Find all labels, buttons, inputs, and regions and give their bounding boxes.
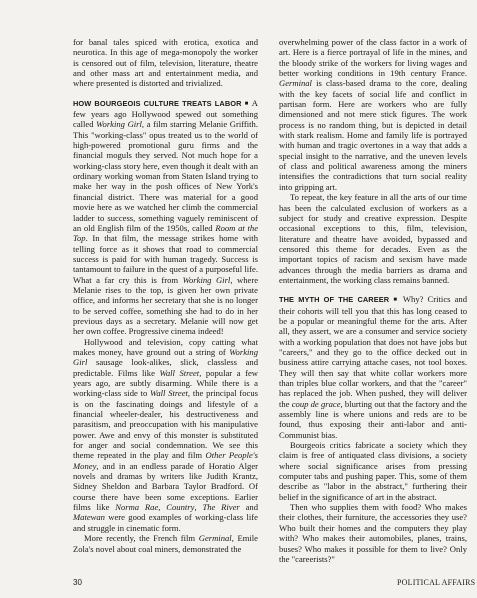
paragraph: More recently, the French film Germinal, Emile Zola's novel about coal miners, demonstrated the [73, 533, 258, 554]
paragraph: HOW BOURGEOIS CULTURE TREATS LABOR ■ A few years ago Hollywood spewed out something called Working Girl, a film starring Melanie Griffith. This "working-class" opus treated us to the world of high-powered promotional guru firms and the financial moguls they served. Not much hope for a working-class story here, even though it dealt with an ordinary working woman from Staten Island trying to make her way in the posh offices of New York's financial district. There was material for a good movie here as we watched her climb the commercial ladder to success, something vaguely reminiscent of an old English film of the 1950s, called Room at the Top. In that film, the message strikes home with telling force as it shows that road to commercial success is paid for with human tragedy. Success is tantamount to failure in the quest of a purposeful life. What a far cry this is from Working Girl, where Melanie rises to the top, is given her own private office, and informs her secretary that she is no longer to be served coffee, something she had to do in her previous days as a secretary. Melanie will now get her own coffee. Progressive cinema indeed! [73, 97, 259, 337]
film-title: The River [202, 502, 240, 513]
film-title: Other People's Money [73, 450, 258, 471]
square-bullet-icon: ■ [244, 100, 250, 107]
publication-name: POLITICAL AFFAIRS [397, 578, 476, 587]
film-title: Matewan [73, 512, 105, 523]
paragraph: for banal tales spiced with erotica, exotica and neurotica. In this age of mega-monopoly the worker is censored out of film, television, literature, theatre and other mass art and entertainment media, and where presented is distorted and trivialized. [73, 37, 258, 89]
page-number: 30 [73, 578, 82, 587]
square-bullet-icon: ■ [393, 297, 399, 304]
film-title: Country [166, 502, 195, 513]
right-column [279, 37, 467, 564]
foreign-phrase: coup de grace [291, 398, 341, 409]
film-title: Working Girl [182, 274, 231, 285]
paragraph: THE MYTH OF THE CAREER ■ Why? Critics and their cohorts will tell you that this has long ceased to be a popular or meaningful theme for the arts. After all, they assert, we are a consumer and service society with a working population that does not have jobs but "careers," and they go to the office decked out in business attire carrying attache cases, not tool boxes. They will then say that white collar workers more than triples blue collar workers, and that the "career" has replaced the job. When pushed, they will deliver the coup de grace, blurting out that the factory and the assembly line is where unions and reds are to be found, thus exposing their anti-labor and anti-Communist bias. [279, 294, 467, 440]
film-title: Norma Rae [115, 502, 159, 513]
film-title: Room at the Top [73, 222, 259, 244]
film-title: Working Girl [73, 346, 258, 368]
left-column [73, 37, 258, 554]
film-title: Germinal [198, 533, 232, 544]
film-title: Wall Street [159, 367, 200, 378]
paragraph: To repeat, the key feature in all the arts of our time has been the calculated exclusion of workers as a subject for study and creative expression. Despite occasional exceptions to this, film, television, literature and theatre have avoided, bypassed and censored this theme for decades. Even as the important topics of racism and sexism have made advances through the media barriers as drama and entertainment, the working class remains banned. [279, 192, 467, 285]
section-heading: HOW BOURGEOIS CULTURE TREATS LABOR [73, 98, 242, 108]
film-title: Germinal [279, 78, 312, 89]
section-heading: THE MYTH OF THE CAREER [279, 295, 390, 305]
film-title: Working Girl [96, 119, 142, 130]
paragraph: overwhelming power of the class factor in a work of art. Here is a fierce portrayal of life in the mines, and the bloody strike of the workers for living wages and better working conditions in 19th century France. Germinal is class-based drama to the core, dealing with the key facets of social life and conflict in partisan form. Here are workers who are fully dimensioned and not mere stick figures. The work process is no random thing, but is depicted in detail with stark realism. Home and family life is portrayed with human and tragic overtones in a way that adds a special insight to the narrative, and the uneven levels of class and political awareness among the miners intensifies the contradictions that turn social reality into gripping art. [279, 37, 467, 192]
paragraph: Bourgeois critics fabricate a society which they claim is free of antiquated class divisions, a society where social significance arises from pressing computer tabs and pushing paper. This, some of them describe as "labor in the abstract," furthering their belief in the significance of art in the abstract. [279, 440, 467, 502]
paragraph: Then who supplies them with food? Who makes their clothes, their furniture, the accessories they use? Who built their homes and the computers they play with? Who makes their automobiles, planes, trains, buses? Who makes it possible for them to live? Only the "careerists?" [279, 502, 467, 564]
film-title: Wall Street [150, 388, 188, 399]
paragraph: Hollywood and television, copy catting what makes money, have ground out a string of Working Girl sausage look-alikes, slick, classless and predictable. Films like Wall Street, popular a few years ago, are subtly disarming. While there is a working-class side to Wall Street, the principal focus is on the fascinating doings and lifestyle of a financial wheeler-dealer, his destructiveness and parasitism, and preoccupation with his manipulative power. Awe and envy of this monster is substituted for anger and social condemnation. We see this theme repeated in the play and film Other People's Money, and in an endless parade of Horatio Alger novels and dramas by writers like Judith Krantz, Sidney Sheldon and Barbara Taylor Bradford. Of course there have been some exceptions. Earlier films like Norma Rae, Country, The River and Matewan were good examples of working-class life and struggle in cinematic form. [73, 336, 259, 533]
